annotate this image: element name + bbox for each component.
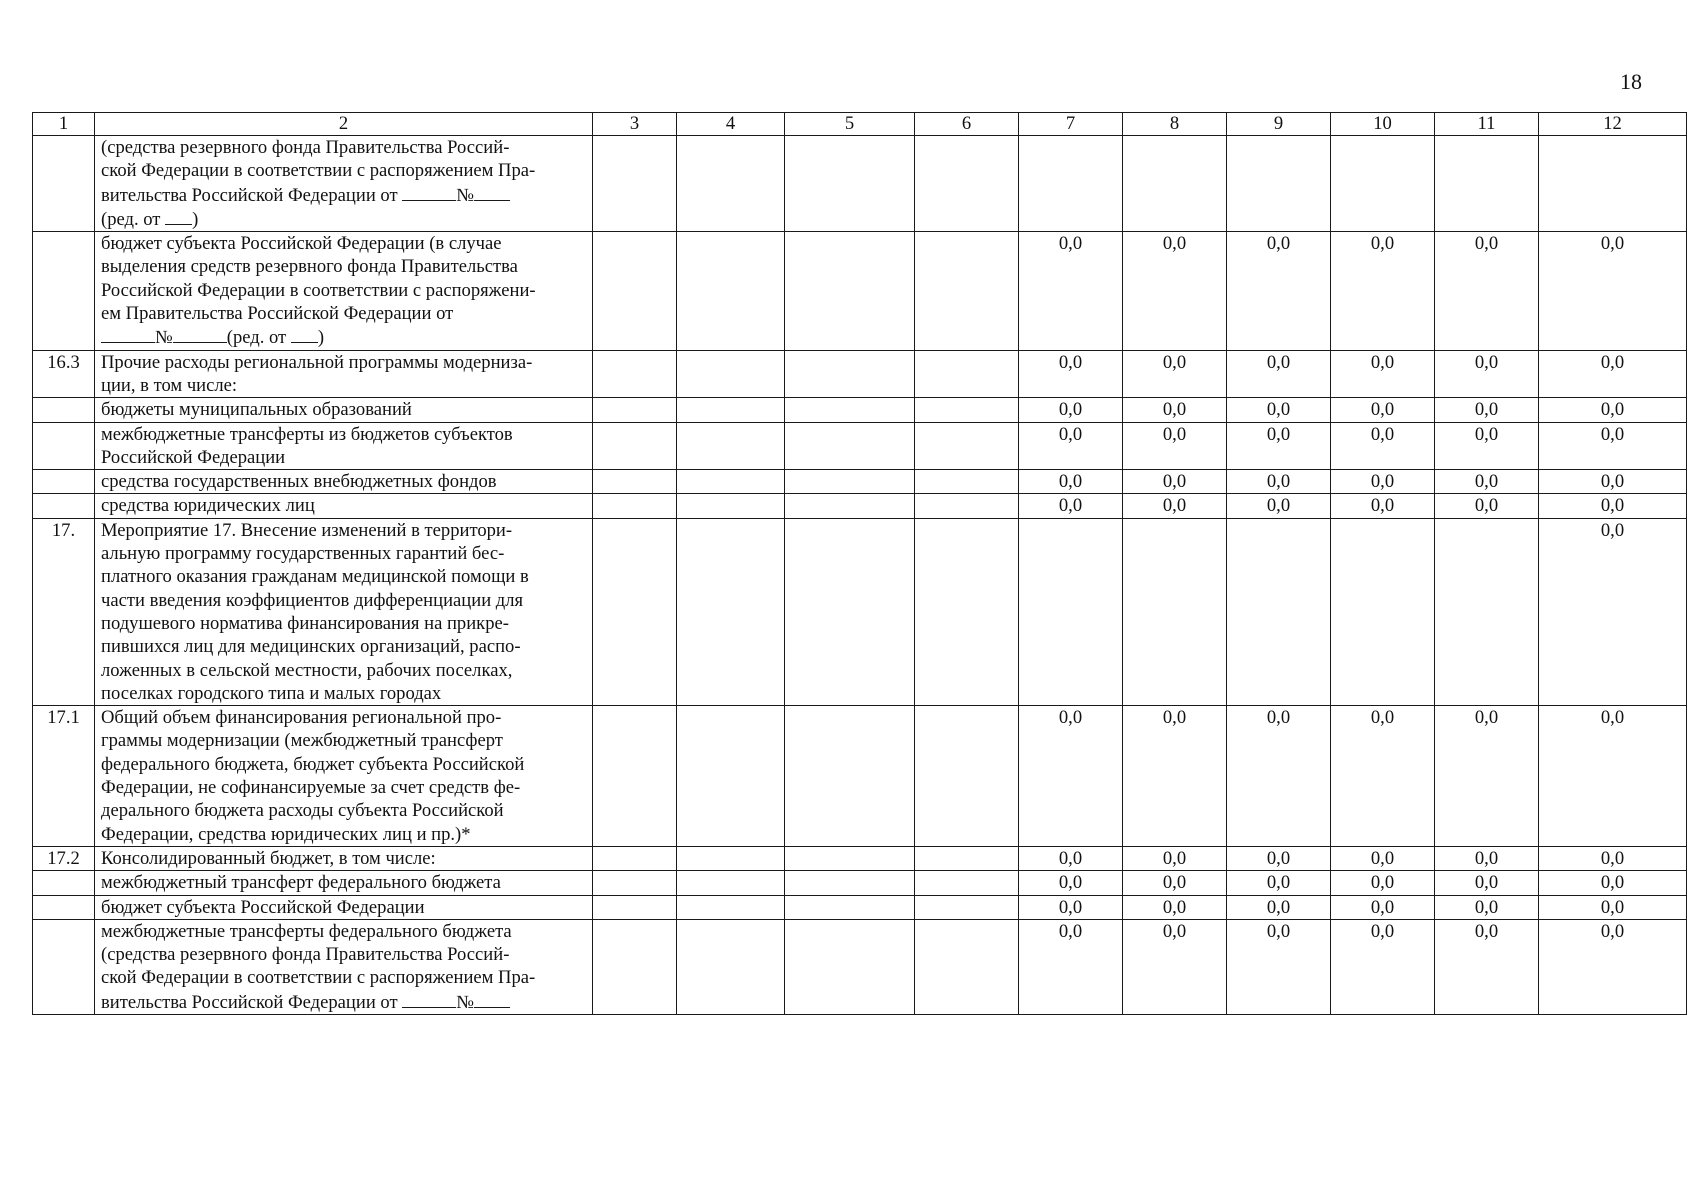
value-cell — [593, 470, 677, 494]
value-cell: 0,0 — [1435, 422, 1539, 470]
value-cell: 0,0 — [1123, 919, 1227, 1014]
value-cell — [677, 919, 785, 1014]
value-cell — [1123, 136, 1227, 232]
value-cell — [1435, 518, 1539, 705]
value-cell: 0,0 — [1227, 232, 1331, 350]
value-cell — [593, 518, 677, 705]
fill-in-blank — [474, 183, 510, 201]
header-cell: 1 — [33, 113, 95, 136]
row-number — [33, 470, 95, 494]
table-row — [33, 518, 1687, 705]
value-cell — [1435, 136, 1539, 232]
fill-in-blank — [165, 207, 192, 225]
value-cell — [915, 871, 1019, 895]
description-line: Общий объем финансирования региональной про- — [101, 707, 502, 729]
value-cell: 0,0 — [1435, 494, 1539, 518]
description-line: средства государственных внебюджетных фондов — [101, 471, 497, 493]
header-row — [33, 113, 1687, 136]
description-line: выделения средств резервного фонда Правительства — [101, 256, 518, 278]
value-cell — [593, 494, 677, 518]
value-cell: 0,0 — [1123, 494, 1227, 518]
row-description — [95, 494, 593, 518]
row-number — [33, 422, 95, 470]
value-cell — [1227, 518, 1331, 705]
value-cell — [915, 919, 1019, 1014]
value-cell: 0,0 — [1227, 470, 1331, 494]
value-cell — [915, 518, 1019, 705]
row-number: 17.1 — [33, 706, 95, 847]
header-cell: 7 — [1019, 113, 1123, 136]
value-cell: 0,0 — [1435, 706, 1539, 847]
header-cell: 3 — [593, 113, 677, 136]
value-cell — [677, 518, 785, 705]
description-line: ем Правительства Российской Федерации от — [101, 303, 454, 325]
value-cell: 0,0 — [1331, 422, 1435, 470]
description-line: бюджеты муниципальных образований — [101, 399, 412, 421]
value-cell: 0,0 — [1331, 494, 1435, 518]
description-line: ложенных в сельской местности, рабочих поселках, — [101, 659, 513, 681]
header-cell: 4 — [677, 113, 785, 136]
description-line: граммы модернизации (межбюджетный трансферт — [101, 730, 503, 752]
value-cell — [1123, 518, 1227, 705]
table-row — [33, 398, 1687, 422]
value-cell: 0,0 — [1227, 919, 1331, 1014]
value-cell — [785, 398, 915, 422]
value-cell — [1331, 518, 1435, 705]
value-cell: 0,0 — [1227, 846, 1331, 870]
table-row — [33, 232, 1687, 350]
value-cell: 0,0 — [1539, 494, 1687, 518]
value-cell: 0,0 — [1435, 470, 1539, 494]
value-cell — [1227, 136, 1331, 232]
fill-in-blank — [402, 990, 456, 1008]
value-cell: 0,0 — [1019, 494, 1123, 518]
value-cell — [915, 706, 1019, 847]
description-line: подушевого норматива финансирования на прикре- — [101, 612, 509, 634]
value-cell: 0,0 — [1019, 398, 1123, 422]
description-line: дерального бюджета расходы субъекта Российской — [101, 800, 504, 822]
value-cell: 0,0 — [1435, 895, 1539, 919]
value-cell — [677, 422, 785, 470]
row-number — [33, 136, 95, 232]
value-cell: 0,0 — [1123, 706, 1227, 847]
value-cell: 0,0 — [1123, 232, 1227, 350]
value-cell — [785, 706, 915, 847]
value-cell: 0,0 — [1123, 350, 1227, 398]
value-cell: 0,0 — [1123, 422, 1227, 470]
value-cell: 0,0 — [1019, 871, 1123, 895]
table-row — [33, 136, 1687, 232]
value-cell: 0,0 — [1123, 398, 1227, 422]
row-description — [95, 846, 593, 870]
header-cell: 12 — [1539, 113, 1687, 136]
value-cell: 0,0 — [1331, 871, 1435, 895]
table-row — [33, 871, 1687, 895]
description-line: платного оказания гражданам медицинской помощи в — [101, 566, 529, 588]
value-cell — [1331, 136, 1435, 232]
value-cell — [785, 470, 915, 494]
table-header — [33, 113, 1687, 136]
description-line: Российской Федерации в соответствии с распоряжени- — [101, 279, 536, 301]
value-cell: 0,0 — [1123, 895, 1227, 919]
table-row — [33, 494, 1687, 518]
value-cell: 0,0 — [1227, 422, 1331, 470]
table-row — [33, 470, 1687, 494]
value-cell — [593, 136, 677, 232]
value-cell — [915, 232, 1019, 350]
value-cell — [915, 494, 1019, 518]
description-line: поселках городского типа и малых городах — [101, 682, 442, 704]
description-line: вительства Российской Федерации от № — [101, 183, 588, 207]
table-row — [33, 846, 1687, 870]
value-cell — [593, 398, 677, 422]
description-line: ской Федерации в соответствии с распоряжением Пра- — [101, 967, 536, 989]
header-cell: 8 — [1123, 113, 1227, 136]
value-cell: 0,0 — [1123, 470, 1227, 494]
value-cell — [1019, 136, 1123, 232]
value-cell: 0,0 — [1331, 706, 1435, 847]
description-line: (средства резервного фонда Правительства Россий- — [101, 944, 510, 966]
row-description — [95, 518, 593, 705]
value-cell — [677, 846, 785, 870]
table-row — [33, 350, 1687, 398]
fill-in-blank — [474, 990, 510, 1008]
value-cell — [1019, 518, 1123, 705]
value-cell — [785, 919, 915, 1014]
description-line: Российской Федерации — [101, 446, 286, 468]
description-line: вительства Российской Федерации от № — [101, 990, 588, 1014]
row-description — [95, 919, 593, 1014]
description-line: пившихся лиц для медицинских организаций, распо- — [101, 636, 521, 658]
value-cell — [677, 398, 785, 422]
value-cell: 0,0 — [1539, 518, 1687, 705]
description-line: бюджет субъекта Российской Федерации (в случае — [101, 233, 502, 255]
value-cell: 0,0 — [1019, 895, 1123, 919]
header-cell: 6 — [915, 113, 1019, 136]
value-cell: 0,0 — [1435, 398, 1539, 422]
table-row — [33, 422, 1687, 470]
description-line: части введения коэффициентов дифференциации для — [101, 589, 524, 611]
value-cell: 0,0 — [1227, 494, 1331, 518]
value-cell — [677, 350, 785, 398]
description-line: средства юридических лиц — [101, 495, 315, 517]
row-description — [95, 422, 593, 470]
value-cell: 0,0 — [1539, 919, 1687, 1014]
fill-in-blank — [173, 325, 227, 343]
value-cell: 0,0 — [1539, 846, 1687, 870]
value-cell — [677, 232, 785, 350]
value-cell: 0,0 — [1331, 470, 1435, 494]
description-line: Федерации, средства юридических лиц и пр.)* — [101, 823, 471, 845]
description-line: ской Федерации в соответствии с распоряжением Пра- — [101, 160, 536, 182]
row-description — [95, 895, 593, 919]
value-cell: 0,0 — [1227, 398, 1331, 422]
value-cell — [677, 470, 785, 494]
value-cell: 0,0 — [1331, 895, 1435, 919]
row-description — [95, 232, 593, 350]
value-cell: 0,0 — [1227, 706, 1331, 847]
table-body — [33, 136, 1687, 1015]
value-cell: 0,0 — [1019, 470, 1123, 494]
value-cell — [677, 136, 785, 232]
value-cell: 0,0 — [1435, 232, 1539, 350]
description-line: Мероприятие 17. Внесение изменений в территори- — [101, 519, 513, 541]
fill-in-blank — [101, 325, 155, 343]
description-line: Федерации, не софинансируемые за счет средств фе- — [101, 777, 521, 799]
description-line: Консолидированный бюджет, в том числе: — [101, 847, 436, 869]
value-cell — [785, 136, 915, 232]
description-line: ции, в том числе: — [101, 374, 238, 396]
value-cell: 0,0 — [1539, 232, 1687, 350]
value-cell — [915, 136, 1019, 232]
value-cell: 0,0 — [1539, 706, 1687, 847]
description-line: межбюджетные трансферты из бюджетов субъектов — [101, 423, 513, 445]
header-cell: 11 — [1435, 113, 1539, 136]
value-cell: 0,0 — [1331, 846, 1435, 870]
value-cell: 0,0 — [1019, 846, 1123, 870]
value-cell: 0,0 — [1019, 232, 1123, 350]
value-cell — [593, 232, 677, 350]
value-cell: 0,0 — [1019, 706, 1123, 847]
description-line: межбюджетные трансферты федерального бюджета — [101, 920, 512, 942]
value-cell: 0,0 — [1019, 919, 1123, 1014]
description-line: федерального бюджета, бюджет субъекта Российской — [101, 753, 525, 775]
description-line: Прочие расходы региональной программы модерниза- — [101, 351, 533, 373]
value-cell — [915, 846, 1019, 870]
value-cell: 0,0 — [1435, 350, 1539, 398]
row-number: 17. — [33, 518, 95, 705]
description-line: бюджет субъекта Российской Федерации — [101, 896, 425, 918]
table-row — [33, 706, 1687, 847]
description-line: (средства резервного фонда Правительства Россий- — [101, 137, 510, 158]
fill-in-blank — [291, 325, 318, 343]
value-cell — [593, 706, 677, 847]
value-cell — [785, 422, 915, 470]
row-number — [33, 871, 95, 895]
value-cell — [915, 350, 1019, 398]
value-cell — [677, 494, 785, 518]
value-cell — [677, 871, 785, 895]
value-cell — [593, 895, 677, 919]
value-cell: 0,0 — [1331, 350, 1435, 398]
row-number — [33, 895, 95, 919]
value-cell — [677, 895, 785, 919]
value-cell — [785, 518, 915, 705]
value-cell: 0,0 — [1331, 398, 1435, 422]
value-cell — [593, 871, 677, 895]
row-description — [95, 871, 593, 895]
value-cell — [785, 494, 915, 518]
value-cell: 0,0 — [1539, 398, 1687, 422]
value-cell — [915, 470, 1019, 494]
value-cell: 0,0 — [1435, 846, 1539, 870]
value-cell: 0,0 — [1435, 919, 1539, 1014]
value-cell — [677, 706, 785, 847]
value-cell: 0,0 — [1019, 422, 1123, 470]
value-cell — [915, 398, 1019, 422]
value-cell — [785, 895, 915, 919]
value-cell: 0,0 — [1227, 350, 1331, 398]
value-cell — [915, 422, 1019, 470]
value-cell — [785, 846, 915, 870]
value-cell — [593, 846, 677, 870]
description-line: альную программу государственных гарантий бес- — [101, 543, 505, 565]
description-line: межбюджетный трансферт федерального бюджета — [101, 872, 501, 894]
row-number: 17.2 — [33, 846, 95, 870]
value-cell: 0,0 — [1331, 919, 1435, 1014]
row-number — [33, 232, 95, 350]
value-cell — [915, 895, 1019, 919]
value-cell: 0,0 — [1539, 470, 1687, 494]
value-cell — [1539, 136, 1687, 232]
table-row — [33, 895, 1687, 919]
description-line: № (ред. от ) — [101, 325, 588, 349]
value-cell: 0,0 — [1019, 350, 1123, 398]
header-cell: 10 — [1331, 113, 1435, 136]
row-number — [33, 919, 95, 1014]
value-cell: 0,0 — [1227, 871, 1331, 895]
header-cell: 5 — [785, 113, 915, 136]
value-cell: 0,0 — [1227, 895, 1331, 919]
value-cell: 0,0 — [1539, 422, 1687, 470]
value-cell: 0,0 — [1539, 895, 1687, 919]
table-row — [33, 919, 1687, 1014]
row-description — [95, 706, 593, 847]
value-cell — [593, 422, 677, 470]
row-description — [95, 136, 593, 232]
value-cell — [785, 871, 915, 895]
header-cell: 2 — [95, 113, 593, 136]
value-cell: 0,0 — [1331, 232, 1435, 350]
value-cell — [785, 232, 915, 350]
fill-in-blank — [402, 183, 456, 201]
row-number — [33, 398, 95, 422]
value-cell — [593, 350, 677, 398]
value-cell — [593, 919, 677, 1014]
value-cell: 0,0 — [1123, 871, 1227, 895]
row-description — [95, 398, 593, 422]
row-description — [95, 470, 593, 494]
row-number — [33, 494, 95, 518]
row-description — [95, 350, 593, 398]
value-cell: 0,0 — [1539, 350, 1687, 398]
value-cell: 0,0 — [1123, 846, 1227, 870]
value-cell — [785, 350, 915, 398]
description-line: (ред. от ) — [101, 208, 199, 230]
header-cell: 9 — [1227, 113, 1331, 136]
value-cell: 0,0 — [1539, 871, 1687, 895]
page-number: 18 — [1620, 69, 1642, 94]
row-number: 16.3 — [33, 350, 95, 398]
funding-table — [32, 112, 1687, 1015]
value-cell: 0,0 — [1435, 871, 1539, 895]
